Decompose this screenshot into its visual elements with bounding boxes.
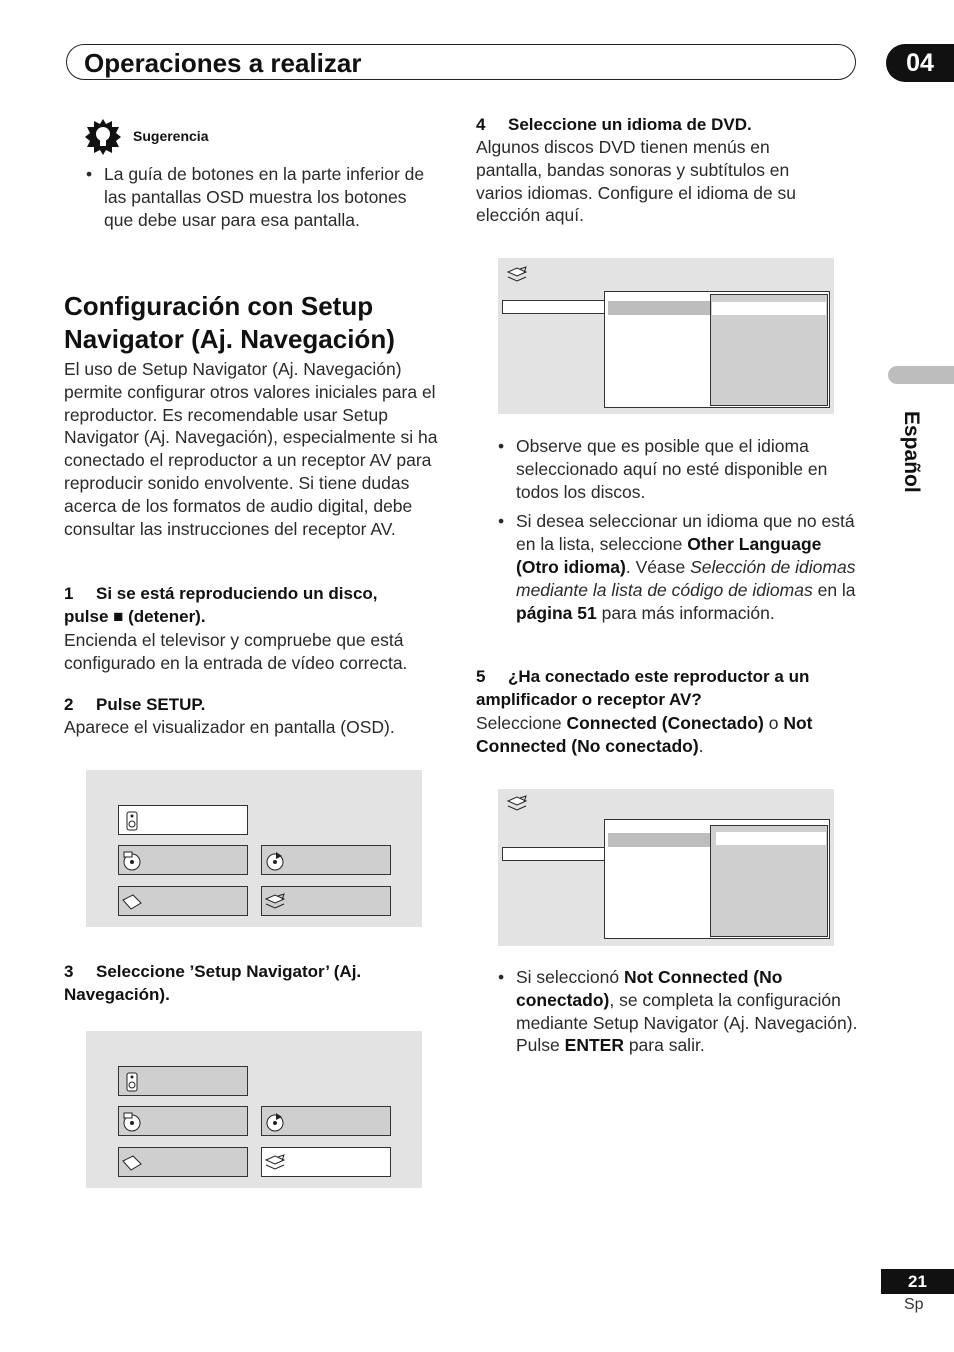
step5-note-text-1: Si seleccionó: [516, 967, 624, 987]
step5-title: [476, 665, 856, 711]
step4-note-2: [498, 510, 858, 624]
step1-title-a: Si se está reproduciendo un disco,: [96, 584, 378, 603]
language-code: Sp: [904, 1296, 924, 1313]
osd-menu-column: [502, 847, 606, 861]
language-label: Español: [900, 411, 923, 493]
language-code-reference: Selección de idiomas mediante la lista de código de idiomas: [516, 556, 856, 600]
step5-note: [498, 966, 860, 1057]
step5-note-text-2: , se completa la configuración mediante Setup Navigator (Aj. Navegación). Pulse: [516, 989, 858, 1056]
step5-text-1: Seleccione: [476, 713, 567, 733]
osd-menu-column: [502, 300, 606, 314]
step5-notes: [498, 966, 860, 1057]
step5-text: [476, 712, 846, 758]
speaker-icon: [121, 1071, 143, 1093]
step4-notes: [498, 435, 858, 624]
speaker-icon: [121, 810, 143, 832]
note2-text-1: Si desea seleccionar un idioma que no está en la lista, seleccione: [516, 511, 855, 555]
note2-text-2: . Véase: [625, 556, 691, 577]
tip-label: Sugerencia: [133, 128, 209, 144]
chapter-badge: 04: [886, 44, 954, 82]
disc-monitor-icon: [121, 1111, 143, 1133]
other-language-label: Other Language (Otro idioma): [516, 534, 822, 577]
step1-title-b: pulse ■ (detener).: [64, 607, 206, 626]
step3-title: [64, 960, 444, 1006]
osd-menu-video-adjust[interactable]: [118, 845, 248, 875]
page-header-title: Operaciones a realizar: [84, 48, 362, 78]
step4-title: [476, 113, 752, 136]
step4-title-text: Seleccione un idioma de DVD.: [508, 115, 752, 134]
step4-number: 4: [476, 115, 486, 134]
step4-text: Algunos discos DVD tienen menús en pantalla, bandas sonoras y subtítulos en varios idiomas. Configure el idioma de su elección aquí.: [476, 137, 797, 226]
navigator-icon: [264, 891, 286, 913]
navigator-icon: [506, 264, 528, 286]
disc-monitor-icon: [121, 850, 143, 872]
disc-play-icon: [264, 1111, 286, 1133]
step2-title: [64, 693, 205, 716]
language-tab: [888, 366, 954, 384]
osd-menu-setup-navigator[interactable]: [261, 1147, 391, 1177]
osd-menu-disc-navigator[interactable]: [118, 886, 248, 916]
connected-option-label: Connected (Conectado): [566, 713, 764, 733]
note2-text-3: en la: [812, 579, 856, 600]
step4-note-1: • Observe que es posible que el idioma seleccionado aquí no esté disponible en todos los discos.: [498, 435, 858, 503]
step1-title: [64, 582, 444, 628]
section-title: [64, 290, 444, 356]
osd-menu-setup-navigator[interactable]: [261, 886, 391, 916]
osd-menu-audio-settings[interactable]: [118, 805, 248, 835]
step5-note-text-3: para salir.: [623, 1035, 705, 1056]
osd-selected-item[interactable]: [608, 301, 710, 315]
osd-screen-main-menu: [86, 770, 422, 927]
step5-text-2: o: [763, 713, 784, 733]
osd-selected-item[interactable]: [608, 833, 710, 847]
section-title-line1: Configuración con Setup: [64, 291, 374, 321]
step5-title-b: amplificador o receptor AV?: [476, 690, 702, 709]
enter-key-label: ENTER: [564, 1035, 624, 1056]
navigator-icon: [264, 1152, 286, 1174]
not-connected-label: Not Connected (No conectado): [516, 967, 783, 1010]
page-reference: página 51: [516, 602, 597, 623]
not-connected-option-label: Not Connected (No conectado): [476, 713, 813, 756]
osd-menu-play-mode[interactable]: [261, 845, 391, 875]
step1-number: 1: [64, 584, 74, 603]
osd-screen-navigator-selected: [86, 1031, 422, 1188]
step5-title-a: ¿Ha conectado este reproductor a un: [508, 667, 810, 686]
navigator-icon: [506, 793, 528, 815]
step3-title-a: Seleccione ’Setup Navigator’ (Aj.: [96, 962, 362, 981]
tip-list: [86, 163, 431, 231]
card-icon: [121, 891, 143, 913]
osd-menu-video-adjust[interactable]: [118, 1106, 248, 1136]
osd-menu-disc-navigator[interactable]: [118, 1147, 248, 1177]
step3-title-b: Navegación).: [64, 985, 170, 1004]
page-number: 21: [881, 1269, 954, 1294]
step2-text: Aparece el visualizador en pantalla (OSD).: [64, 717, 395, 737]
tip-icon: [84, 118, 122, 161]
section-intro: El uso de Setup Navigator (Aj. Navegación) permite configurar otros valores iniciales para el reproductor. Es recomendable usar Setup Navigator (Aj. Navegación), especialmente si ha conectado el reproductor a un receptor AV para reproducir sonido envolvente. Si tiene dudas acerca de los formatos de audio digital, debe consultar las instrucciones del receptor AV.: [64, 359, 438, 539]
osd-menu-play-mode[interactable]: [261, 1106, 391, 1136]
osd-highlighted-option[interactable]: [716, 832, 826, 845]
osd-menu-audio-settings[interactable]: [118, 1066, 248, 1096]
step5-number: 5: [476, 667, 486, 686]
card-icon: [121, 1152, 143, 1174]
step3-number: 3: [64, 962, 74, 981]
step5-text-3: .: [698, 735, 704, 756]
step2-title-text: Pulse SETUP.: [96, 695, 206, 714]
osd-screen-language: [498, 258, 834, 414]
tip-bullet: • La guía de botones en la parte inferior de las pantallas OSD muestra los botones que debe usar para esa pantalla.: [86, 163, 431, 231]
osd-screen-connection: [498, 789, 834, 946]
step2-number: 2: [64, 695, 74, 714]
step1-text: Encienda el televisor y compruebe que está configurado en la entrada de vídeo correcta.: [64, 630, 408, 673]
section-title-line2: Navigator (Aj. Navegación): [64, 324, 395, 354]
disc-play-icon: [264, 850, 286, 872]
osd-highlighted-option[interactable]: [712, 302, 826, 315]
note2-text-4: para más información.: [596, 602, 775, 623]
